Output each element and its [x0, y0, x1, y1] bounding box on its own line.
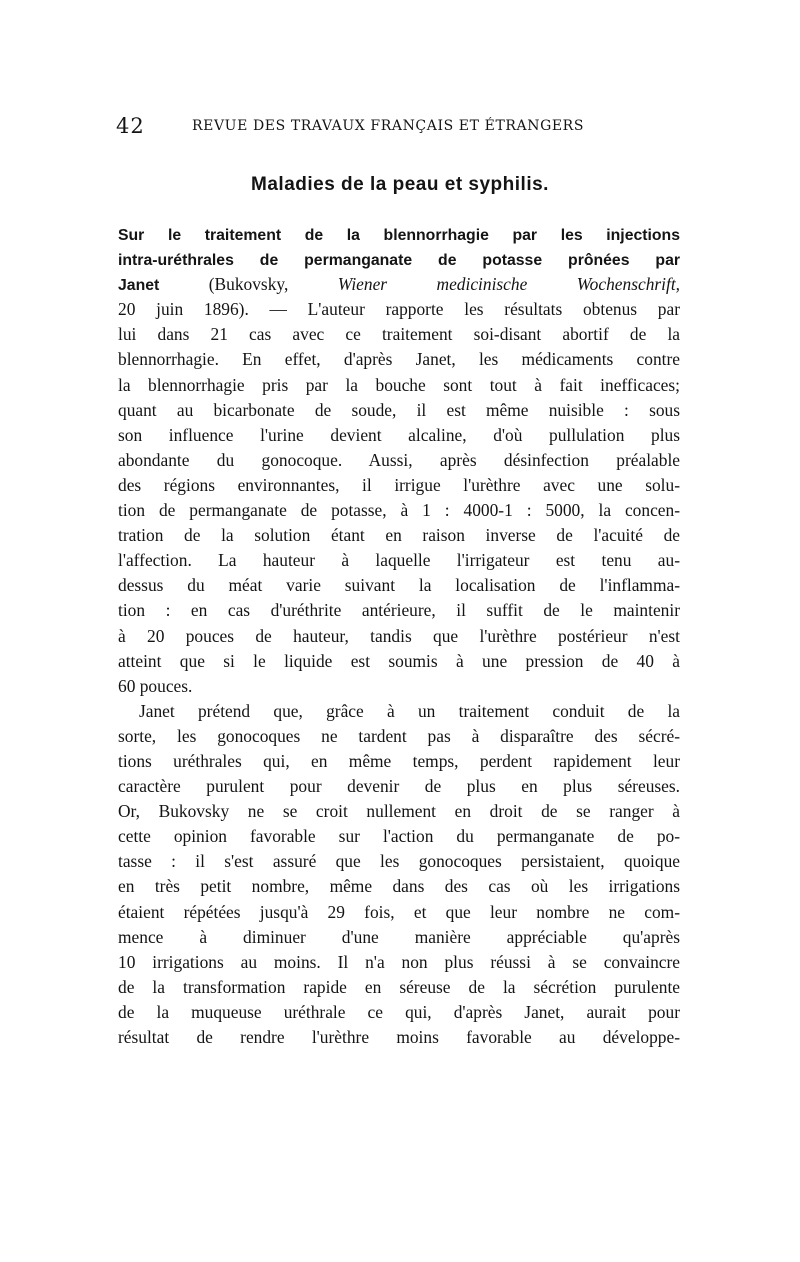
- text-line: caractère purulent pour devenir de plus en plus séreuses.: [118, 776, 680, 797]
- article-heading-author: Janet: [118, 277, 160, 295]
- text-line: tion de permanganate de potasse, à 1 : 4000-1 : 5000, la concen-: [118, 500, 680, 521]
- citation-journal: Wiener medicinische Wochenschrift,: [337, 274, 680, 295]
- text-line: tration de la solution étant en raison inverse de l'acuité de: [118, 525, 680, 546]
- text-line: cette opinion favorable sur l'action du permanganate de po-: [118, 826, 680, 847]
- text-line: tasse : il s'est assuré que les gonocoques persistaient, quoique: [118, 851, 680, 872]
- text-line: de la transformation rapide en séreuse de la sécrétion purulente: [118, 976, 680, 997]
- text-line: lui dans 21 cas avec ce traitement soi-disant abortif de la: [118, 324, 680, 345]
- article-heading-line: [118, 222, 680, 247]
- section-title: Maladies de la peau et syphilis.: [251, 174, 549, 195]
- text-line: 20 juin 1896). — L'auteur rapporte les résultats obtenus par: [118, 299, 680, 320]
- text-line: Or, Bukovsky ne se croit nullement en droit de se ranger à: [118, 801, 680, 822]
- text-line: tion : en cas d'uréthrite antérieure, il suffit de le maintenir: [118, 600, 680, 621]
- text-line: résultat de rendre l'urèthre moins favorable au développe-: [118, 1027, 680, 1047]
- text-line: de la muqueuse uréthrale ce qui, d'après Janet, aurait pour: [118, 1001, 680, 1022]
- citation-author: (Bukovsky,: [159, 274, 338, 295]
- text-line: abondante du gonocoque. Aussi, après désinfection préalable: [118, 449, 680, 470]
- text-line: quant au bicarbonate de soude, il est même nuisible : sous: [118, 399, 680, 420]
- text-line: la blennorrhagie pris par la bouche sont tout à fait inefficaces;: [118, 374, 680, 395]
- text-line: 10 irrigations au moins. Il n'a non plus réussi à se convaincre: [118, 951, 680, 972]
- page-number: 42: [116, 114, 145, 138]
- text-line: étaient répétées jusqu'à 29 fois, et que leur nombre ne com-: [118, 901, 680, 922]
- text-line: atteint que si le liquide est soumis à une pression de 40 à: [118, 650, 680, 671]
- text-line: l'affection. La hauteur à laquelle l'irrigateur est tenu au-: [118, 550, 680, 571]
- text-line: dessus du méat varie suivant la localisation de l'inflamma-: [118, 575, 680, 596]
- text-line: des régions environnantes, il irrigue l'urèthre avec une solu-: [118, 474, 680, 495]
- text-line: en très petit nombre, même dans des cas où les irrigations: [118, 876, 680, 897]
- article-heading-text: intra-uréthrales de permanganate de potasse prônées par: [118, 252, 680, 270]
- text-line: Janet prétend que, grâce à un traitement conduit de la: [139, 700, 680, 721]
- article-citation-line: [118, 272, 680, 297]
- text-line: sorte, les gonocoques ne tardent pas à disparaître des sécré-: [118, 725, 680, 746]
- article-body: [118, 222, 680, 1050]
- article-heading-text: Sur le traitement de la blennorrhagie par les injections: [118, 227, 680, 244]
- text-line: à 20 pouces de hauteur, tandis que l'urèthre postérieur n'est: [118, 625, 680, 646]
- text-line: 60 pouces.: [118, 675, 193, 696]
- article-heading-line: [118, 247, 680, 272]
- text-line: son influence l'urine devient alcaline, d'où pullulation plus: [118, 424, 680, 445]
- text-line: tions uréthrales qui, en même temps, perdent rapidement leur: [118, 750, 680, 771]
- text-line: blennorrhagie. En effet, d'après Janet, les médicaments contre: [118, 349, 680, 370]
- running-head: REVUE DES TRAVAUX FRANÇAIS ET ÉTRANGERS: [192, 118, 585, 134]
- text-line: mence à diminuer d'une manière appréciable qu'après: [118, 926, 680, 947]
